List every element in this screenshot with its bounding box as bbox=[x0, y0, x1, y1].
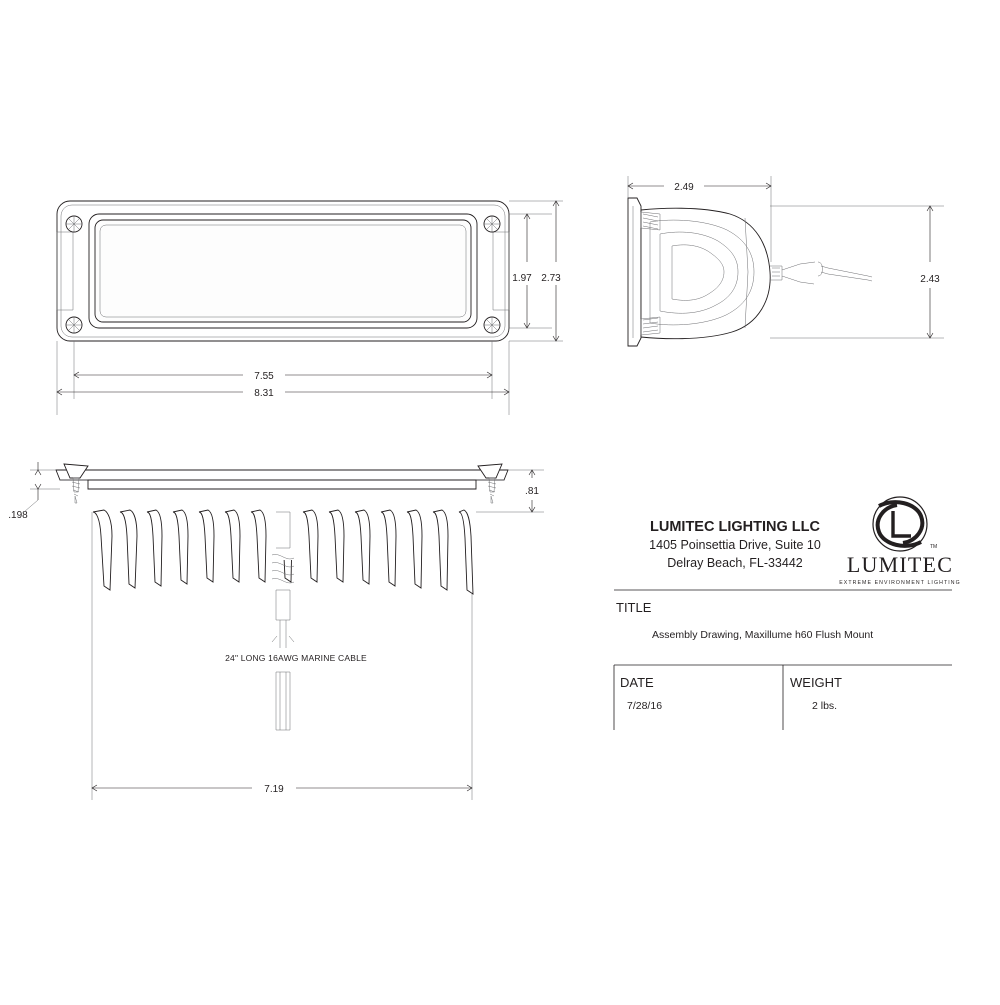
date-label: DATE bbox=[620, 675, 654, 690]
weight-value: 2 lbs. bbox=[812, 700, 838, 712]
dim-height-overall: 2.73 bbox=[541, 273, 561, 284]
company-name: LUMITEC LIGHTING LLC bbox=[650, 519, 820, 535]
logo-wordmark: LUMITEC bbox=[846, 552, 954, 577]
title-label: TITLE bbox=[616, 600, 652, 615]
logo-tagline: EXTREME ENVIRONMENT LIGHTING bbox=[839, 580, 961, 586]
weight-label: WEIGHT bbox=[790, 675, 842, 690]
dim-width-overall: 8.31 bbox=[254, 388, 274, 399]
dim-depth: 2.49 bbox=[674, 182, 694, 193]
date-value: 7/28/16 bbox=[627, 700, 663, 712]
cable-note: 24" LONG 16AWG MARINE CABLE bbox=[225, 653, 367, 663]
logo-trademark: TM bbox=[930, 544, 938, 550]
dim-bezel-height: .81 bbox=[525, 486, 539, 497]
company-address-line-2: Delray Beach, FL-33442 bbox=[667, 556, 803, 570]
company-address-line-1: 1405 Poinsettia Drive, Suite 10 bbox=[649, 538, 821, 552]
dim-cutout-width: 7.19 bbox=[264, 784, 284, 795]
dim-side-height: 2.43 bbox=[920, 274, 940, 285]
dim-flange-thickness: .198 bbox=[8, 510, 28, 521]
dim-width-mounting: 7.55 bbox=[254, 371, 274, 382]
dim-height-inner: 1.97 bbox=[512, 273, 532, 284]
title-value: Assembly Drawing, Maxillume h60 Flush Mount bbox=[652, 629, 874, 641]
